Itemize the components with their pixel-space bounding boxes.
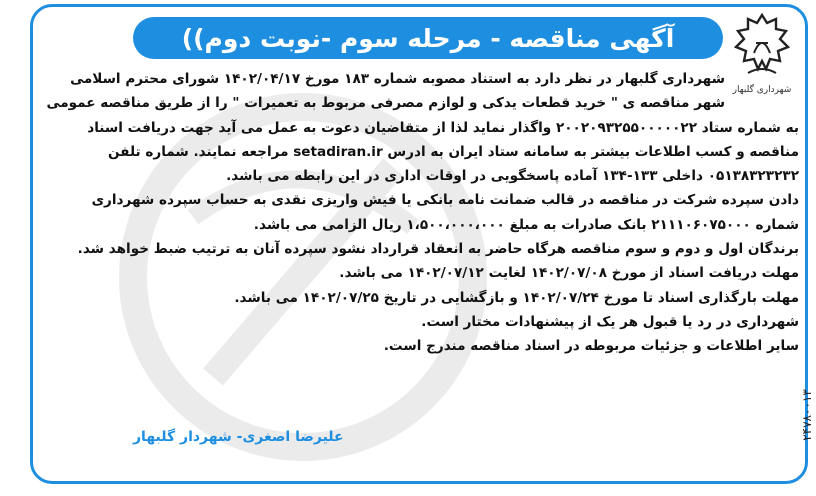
- body-line: شماره ۲۱۱۱۰۶۰۷۵۰۰۰ بانک صادرات به مبلغ ۱،۵۰۰،۰۰۰،۰۰۰ ریال الزامی می باشد.: [253, 216, 799, 233]
- body-line: شهر مناقصه ی " خرید قطعات یدکی و لوازم مصرفی مربوط به تعمیرات " را از طریق مناقصه عمومی: [46, 95, 725, 112]
- page-title: آگهی مناقصه - مرحله سوم -نوبت دوم)): [181, 23, 675, 53]
- body-line: برندگان اول و دوم و سوم مناقصه هرگاه حاضر به انعقاد قرارداد نشود سپرده آنان به ترتیب ضبط خواهد شد.: [77, 241, 799, 258]
- notice-frame: [30, 4, 808, 484]
- side-code-text: ۲۴۷۸۰۰۱۳: [800, 389, 814, 441]
- body-line: به شماره ستاد ۲۰۰۲۰۹۳۲۵۵۰۰۰۰۰۲۲ واگذار نماید لذا از متقاضیان دعوت به عمل می آید جهت دریافت اسناد: [87, 119, 799, 136]
- body-line: ۰۵۱۳۸۳۲۳۲۳۲ داخلی ۱۳۳-۱۳۴ آماده پاسخگویی در اوقات اداری در این رابطه می باشد.: [226, 168, 799, 185]
- notice-body: [41, 67, 799, 359]
- side-code: [798, 360, 816, 470]
- body-line: مهلت دریافت اسناد از مورخ ۱۴۰۲/۰۷/۰۸ لغایت ۱۴۰۲/۰۷/۱۲ می باشد.: [339, 265, 799, 282]
- body-line: مهلت بارگذاری اسناد تا مورخ ۱۴۰۲/۰۷/۲۴ و بازگشایی در تاریخ ۱۴۰۲/۰۷/۲۵ می باشد.: [234, 289, 799, 306]
- body-line: شهرداری در رد یا قبول هر یک از پیشنهادات مختار است.: [421, 313, 799, 330]
- body-line: سایر اطلاعات و جزئیات مربوطه در اسناد مناقصه مندرج است.: [383, 338, 799, 355]
- signature: علیرضا اصغری- شهردار گلبهار: [133, 429, 344, 445]
- body-line: شهرداری گلبهار در نظر دارد به استناد مصوبه شماره ۱۸۳ مورخ ۱۴۰۲/۰۴/۱۷ شورای محترم اسلامی: [70, 71, 725, 87]
- body-line: دادن سپرده شرکت در مناقصه در قالب ضمانت نامه بانکی یا فیش واریزی نقدی به حساب سپرده شهرداری: [91, 192, 799, 209]
- logo-caption: شهرداری گلبهار: [732, 85, 792, 95]
- body-line: مناقصه و کسب اطلاعات بیشتر به سامانه ستاد ایران به ادرس setadiran.ir مراجعه نمایند. شماره تلفن: [107, 143, 799, 160]
- header-banner: [133, 17, 723, 59]
